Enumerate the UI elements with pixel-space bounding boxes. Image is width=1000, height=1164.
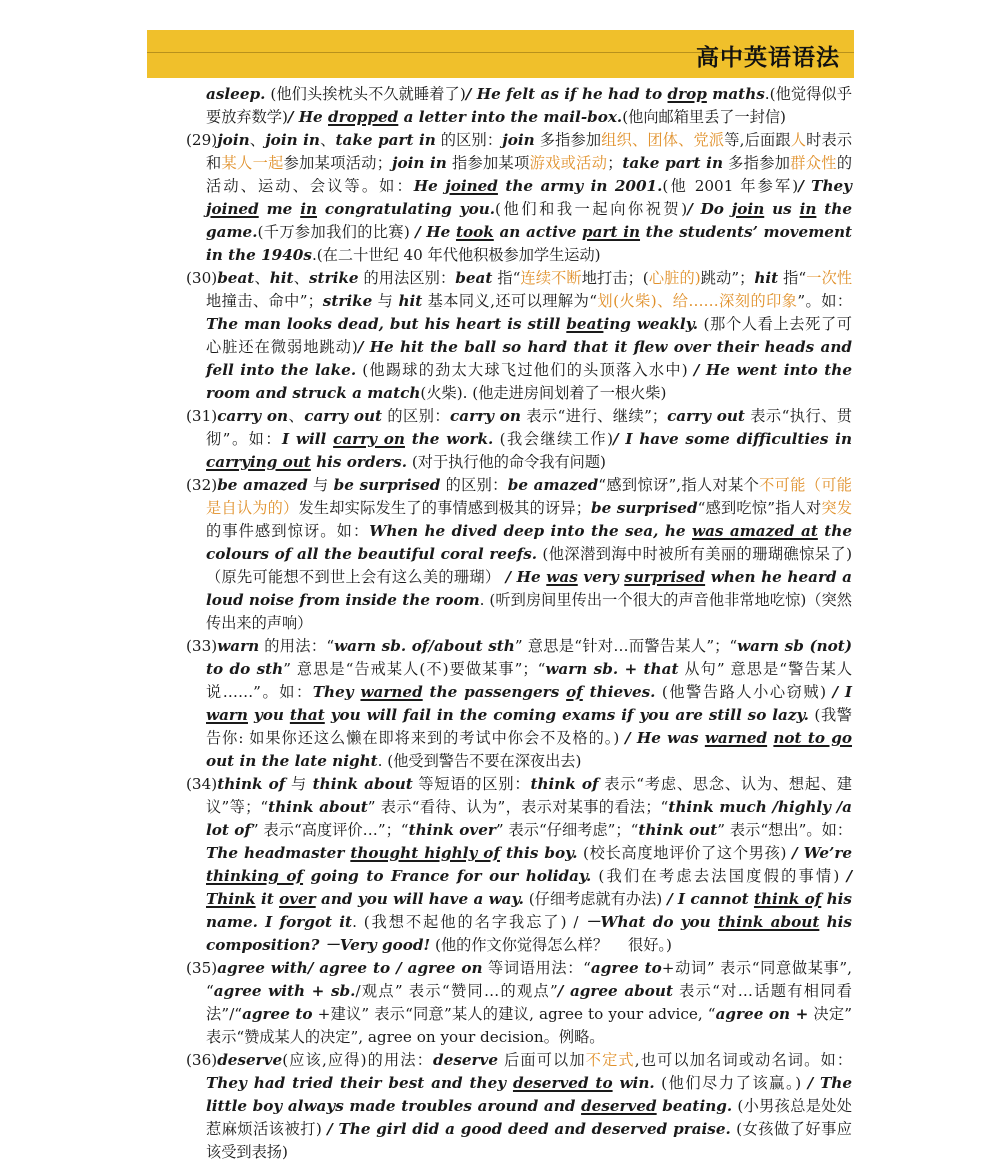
- underlined-phrase: joined: [445, 177, 498, 195]
- text-segment: agree with + sb.: [213, 982, 356, 1000]
- underlined-phrase: was: [546, 568, 578, 586]
- text-segment: 表示“进行、继续”；: [520, 407, 668, 425]
- text-segment: you: [247, 706, 290, 724]
- text-segment: (我们在考虑去法国度假的事情): [591, 867, 847, 885]
- text-segment: / He: [287, 108, 329, 126]
- text-segment: carry out: [304, 407, 383, 425]
- highlight-text: 某人一起: [221, 154, 284, 172]
- text-segment: －What do you: [585, 913, 719, 931]
- text-segment: “感到惊讶”,指人对某个: [598, 476, 760, 494]
- underlined-phrase: warn: [206, 706, 248, 724]
- text-segment: 表示“执行、贯彻”。如：: [206, 407, 852, 448]
- text-segment: hit: [269, 269, 294, 287]
- text-segment: They had tried their best and they: [206, 1074, 513, 1092]
- underlined-phrase: think about: [718, 913, 820, 931]
- text-segment: beat: [455, 269, 493, 287]
- text-segment: / He hit the ball so hard that it flew over their heads and fell into the lake.: [206, 338, 852, 379]
- text-segment: / He was: [625, 729, 705, 747]
- underlined-phrase: warned: [704, 729, 768, 747]
- underlined-phrase: dropped: [328, 108, 399, 126]
- text-segment: warn: [217, 637, 260, 655]
- text-segment: think over: [408, 821, 496, 839]
- text-segment: join in: [391, 154, 447, 172]
- text-segment: out in the late night: [206, 752, 378, 770]
- text-segment: think about: [312, 775, 413, 793]
- text-segment: carry on: [450, 407, 521, 425]
- text-segment: (35): [186, 959, 218, 977]
- grammar-entry-p33: [186, 635, 852, 773]
- text-segment: deserve: [217, 1051, 283, 1069]
- underlined-phrase: that: [289, 706, 325, 724]
- text-segment: think about: [268, 798, 368, 816]
- highlight-text: 人: [790, 131, 807, 149]
- text-segment: . (他受到警告不要在深夜出去): [377, 752, 582, 770]
- underlined-phrase: part in: [582, 223, 641, 241]
- text-segment: / I: [832, 683, 853, 701]
- text-segment: and you will have a way.: [315, 890, 524, 908]
- text-segment: The headmaster: [206, 844, 351, 862]
- text-segment: 的区别：: [382, 407, 451, 425]
- text-segment: 参加某项活动；: [283, 154, 392, 172]
- text-segment: 、: [293, 269, 309, 287]
- text-segment: hit: [398, 292, 423, 310]
- text-segment: 的区别：: [440, 476, 508, 494]
- underlined-phrase: beat: [566, 315, 604, 333]
- text-segment: ” 表示“高度评价…”；“: [250, 821, 409, 839]
- text-segment: (30): [186, 269, 218, 287]
- text-segment: / He: [505, 568, 547, 586]
- grammar-entry-p28: [186, 83, 852, 129]
- text-segment: .(在二十世纪 40 年代他积极参加学生运动): [311, 246, 601, 264]
- text-segment: / We’re: [792, 844, 852, 862]
- text-segment: I will: [282, 430, 334, 448]
- underlined-phrase: Think: [206, 890, 256, 908]
- text-segment: 地打击；(: [581, 269, 649, 287]
- text-segment: 多指参加: [534, 131, 602, 149]
- text-segment: agree with/ agree to / agree on: [217, 959, 483, 977]
- text-segment: 的事件感到惊讶。如：: [206, 522, 370, 540]
- text-segment: ” 表示“看待、认为”，表示对某事的看法；“: [367, 798, 669, 816]
- text-segment: strike: [322, 292, 373, 310]
- text-segment: deserve: [433, 1051, 499, 1069]
- underlined-phrase: over: [279, 890, 316, 908]
- text-segment: (他们和我一起向你祝贺): [495, 200, 688, 218]
- text-segment: 从句” 意思是“警告某人说……”。如：: [206, 660, 853, 701]
- text-segment: 的活动、运动、会议等。如：: [206, 154, 853, 195]
- underlined-phrase: took: [455, 223, 494, 241]
- text-segment: 、: [288, 407, 305, 425]
- text-segment: think of: [217, 775, 286, 793]
- text-segment: agree to: [590, 959, 662, 977]
- text-segment: / Do: [687, 200, 732, 218]
- text-segment: 发生却实际发生了的事情感到极其的讶异；: [298, 499, 591, 517]
- text-segment: (31): [186, 407, 218, 425]
- text-segment: be surprised: [333, 476, 441, 494]
- text-segment: / The little boy always made troubles around and: [206, 1074, 853, 1115]
- text-segment: / agree about: [557, 982, 673, 1000]
- underlined-phrase: drop: [667, 85, 707, 103]
- text-segment: (小男孩总是处处惹麻烦活该被打): [206, 1097, 852, 1138]
- text-segment: (火柴). (他走进房间划着了一根火柴): [420, 384, 667, 402]
- text-segment: take part in: [622, 154, 723, 172]
- text-segment: . (我想不起他的名字我忘了) /: [352, 913, 586, 931]
- text-segment: +建议” 表示“同意”某人的建议, agree to your advice, “: [312, 1005, 716, 1023]
- text-segment: be amazed: [217, 476, 308, 494]
- grammar-entry-p35: [186, 957, 852, 1049]
- text-segment: his name. I forgot it: [206, 890, 852, 931]
- text-segment: maths: [706, 85, 765, 103]
- grammar-entry-p32: [186, 474, 852, 635]
- text-segment: / I cannot: [667, 890, 754, 908]
- underlined-phrase: in: [300, 200, 318, 218]
- underlined-phrase: warned: [360, 683, 423, 701]
- grammar-entry-p31: [186, 405, 852, 474]
- text-segment: / They: [798, 177, 852, 195]
- text-segment: it: [255, 890, 280, 908]
- highlight-text: 不可能（可能是自认为的）: [206, 476, 852, 517]
- header-title: 高中英语语法: [696, 45, 840, 71]
- text-segment: warn sb. of/about sth: [334, 637, 515, 655]
- text-segment: 等短语的区别：: [412, 775, 531, 793]
- text-segment: the game.: [206, 200, 852, 241]
- text-segment: agree to: [242, 1005, 313, 1023]
- text-segment: (32): [186, 476, 218, 494]
- grammar-entry-p30: [186, 267, 852, 405]
- text-segment: (对于执行他的命令我有问题): [407, 453, 606, 471]
- highlight-text: 划(火柴)、给……深刻的印象: [596, 292, 798, 310]
- text-segment: be surprised: [590, 499, 698, 517]
- text-segment: (他们头挨枕头不久就睡着了): [265, 85, 466, 103]
- highlight-text: 一次性: [806, 269, 853, 287]
- text-segment: / He went into the room and struck a match: [206, 361, 852, 402]
- text-segment: the students’ movement in the 1940s: [206, 223, 853, 264]
- text-segment: strike: [309, 269, 359, 287]
- text-segment: this boy.: [499, 844, 578, 862]
- underlined-phrase: was amazed at: [692, 522, 818, 540]
- text-segment: when he heard a loud noise from inside the room: [206, 568, 853, 609]
- text-segment: (仔细考虑就有办法): [523, 890, 668, 908]
- underlined-phrase: not to go: [773, 729, 852, 747]
- text-segment: 等词语用法：“: [482, 959, 591, 977]
- text-segment: (应该,应得)的用法：: [282, 1051, 434, 1069]
- text-segment: carry on: [217, 407, 289, 425]
- text-segment: 的用法：“: [259, 637, 335, 655]
- text-segment: 的区别：: [435, 131, 503, 149]
- text-segment: (他踢球的劲太大球飞过他们的头顶落入水中): [356, 361, 694, 379]
- document-body: [186, 83, 852, 1164]
- text-segment: 指“: [492, 269, 521, 287]
- text-segment: 多指参加: [723, 154, 791, 172]
- text-segment: (我会继续工作): [493, 430, 614, 448]
- text-segment: 决定” 表示“赞成某人的决定”, agree on your decision。例略。: [206, 1005, 853, 1046]
- text-segment: 时表示和: [206, 131, 853, 172]
- text-segment: The man looks dead, but his heart is still: [206, 315, 567, 333]
- text-segment: warn sb (not) to do sth: [206, 637, 853, 678]
- text-segment: join in: [265, 131, 320, 149]
- text-segment: the colours of all the beautiful coral reefs.: [206, 522, 852, 563]
- text-segment: .(他觉得似乎要放弃数学): [206, 85, 853, 126]
- text-segment: . (听到房间里传出一个很大的声音他非常地吃惊)（突然传出来的声响）: [206, 591, 852, 632]
- text-segment: (他向邮箱里丢了一封信): [622, 108, 786, 126]
- text-segment: 基本同义,还可以理解为“: [422, 292, 597, 310]
- text-segment: congratulating you.: [317, 200, 496, 218]
- text-segment: join: [502, 131, 535, 149]
- text-segment: /: [846, 867, 852, 885]
- text-segment: 指“: [778, 269, 807, 287]
- text-segment: (他的作文你觉得怎么样？ 很好。): [430, 936, 672, 954]
- text-segment: /观点” 表示“赞同…的观点”: [355, 982, 558, 1000]
- text-segment: 地撞击、命中”；: [206, 292, 323, 310]
- underlined-phrase: think of: [753, 890, 822, 908]
- text-segment: the work.: [404, 430, 494, 448]
- text-segment: 跳动”；: [700, 269, 755, 287]
- text-segment: very: [577, 568, 625, 586]
- underlined-phrase: deserved: [581, 1097, 657, 1115]
- grammar-entry-p29: [186, 129, 852, 267]
- text-segment: (他们尽力了该赢。): [654, 1074, 808, 1092]
- text-segment: carry out: [667, 407, 745, 425]
- text-segment: beat: [217, 269, 255, 287]
- text-segment: his orders.: [310, 453, 408, 471]
- highlight-text: 游戏或活动: [529, 154, 608, 172]
- highlight-text: 组织、团体、党派: [601, 131, 725, 149]
- text-segment: agree on +: [715, 1005, 809, 1023]
- text-segment: They: [312, 683, 361, 701]
- text-segment: us: [764, 200, 800, 218]
- underlined-phrase: thinking of: [206, 867, 304, 885]
- text-segment: win.: [612, 1074, 655, 1092]
- text-segment: 等,后面跟: [724, 131, 791, 149]
- text-segment: the army in 2001.: [497, 177, 663, 195]
- grammar-entry-p34: [186, 773, 852, 957]
- text-segment: (29): [186, 131, 218, 149]
- text-segment: (千万参加我们的比赛): [257, 223, 416, 241]
- underlined-phrase: deserved to: [512, 1074, 613, 1092]
- underlined-phrase: carry on: [333, 430, 405, 448]
- text-segment: 与: [372, 292, 399, 310]
- text-segment: 的用法区别：: [358, 269, 456, 287]
- underlined-phrase: in: [799, 200, 817, 218]
- text-segment: / I have some difficulties in: [613, 430, 852, 448]
- text-segment: you will fail in the coming exams if you are still so lazy.: [324, 706, 809, 724]
- underlined-phrase: joined: [206, 200, 259, 218]
- text-segment: an active: [493, 223, 583, 241]
- text-segment: (33): [186, 637, 218, 655]
- grammar-entry-p36: [186, 1049, 852, 1164]
- text-segment: / The girl did a good deed and deserved praise.: [327, 1120, 731, 1138]
- text-segment: / He: [415, 223, 456, 241]
- highlight-text: 不定式: [585, 1051, 635, 1069]
- text-segment: +动词” 表示“同意做某事”, “: [206, 959, 852, 1000]
- text-segment: hit: [754, 269, 779, 287]
- highlight-text: 突发: [821, 499, 853, 517]
- text-segment: 、: [254, 269, 270, 287]
- text-segment: 与: [285, 775, 313, 793]
- text-segment: join: [217, 131, 250, 149]
- text-segment: think of: [530, 775, 599, 793]
- text-segment: (他深潜到海中时被所有美丽的珊瑚礁惊呆了)（原先可能想不到世上会有这么美的珊瑚）: [206, 545, 852, 586]
- text-segment: ,也可以加名词或动名词。如：: [634, 1051, 853, 1069]
- text-segment: 指参加某项: [446, 154, 530, 172]
- highlight-text: 群众性: [790, 154, 837, 172]
- text-segment: He: [413, 177, 446, 195]
- text-segment: 与: [307, 476, 334, 494]
- text-segment: ” 表示“仔细考虑”；“: [495, 821, 639, 839]
- text-segment: 表示“考虑、思念、认为、想起、建议”等；“: [206, 775, 853, 816]
- text-segment: ”。如：: [797, 292, 853, 310]
- text-segment: thieves.: [582, 683, 656, 701]
- text-segment: take part in: [335, 131, 436, 149]
- underlined-phrase: join: [731, 200, 765, 218]
- underlined-phrase: thought highly of: [350, 844, 500, 862]
- text-segment: ；: [607, 154, 623, 172]
- text-segment: asleep.: [206, 85, 266, 103]
- underlined-phrase: of: [566, 683, 583, 701]
- text-segment: (我警告你: 如果你还这么懒在即将来到的考试中你会不及格的。): [206, 706, 852, 747]
- text-segment: “感到吃惊”指人对: [697, 499, 822, 517]
- text-segment: think much /highly /a lot of: [206, 798, 853, 839]
- highlight-text: 心脏的): [648, 269, 701, 287]
- text-segment: When he dived deep into the sea, he: [369, 522, 692, 540]
- text-segment: 表示“对…话题有相同看法”/“: [206, 982, 852, 1023]
- text-segment: ” 表示“想出”。如：: [717, 821, 853, 839]
- text-segment: (34): [186, 775, 218, 793]
- text-segment: going to France for our holiday.: [303, 867, 592, 885]
- text-segment: think out: [638, 821, 718, 839]
- text-segment: be amazed: [507, 476, 599, 494]
- text-segment: ” 意思是“告戒某人(不)要做某事”；“: [283, 660, 546, 678]
- text-segment: 、: [319, 131, 336, 149]
- underlined-phrase: surprised: [624, 568, 706, 586]
- text-segment: (女孩做了好事应该受到表扬): [206, 1120, 852, 1161]
- text-segment: / He felt as if he had to: [465, 85, 668, 103]
- text-segment: ” 意思是“针对…而警告某人”；“: [514, 637, 738, 655]
- text-segment: (那个人看上去死了可心脏还在微弱地跳动): [206, 315, 852, 356]
- text-segment: ing weakly.: [603, 315, 699, 333]
- text-segment: (他 2001 年参军): [662, 177, 799, 195]
- text-segment: me: [258, 200, 301, 218]
- highlight-text: 连续不断: [520, 269, 582, 287]
- text-segment: a letter into the mail-box.: [398, 108, 623, 126]
- text-segment: 后面可以加: [498, 1051, 586, 1069]
- text-segment: the passengers: [422, 683, 567, 701]
- page-header-bar: [147, 30, 854, 78]
- text-segment: (他警告路人小心窃贼): [655, 683, 833, 701]
- text-segment: 、: [249, 131, 266, 149]
- underlined-phrase: carrying out: [206, 453, 311, 471]
- text-segment: (校长高度地评价了这个男孩): [577, 844, 793, 862]
- text-segment: beating.: [656, 1097, 733, 1115]
- text-segment: his composition? －Very good!: [206, 913, 852, 954]
- text-segment: warn sb. + that: [545, 660, 679, 678]
- text-segment: (36): [186, 1051, 218, 1069]
